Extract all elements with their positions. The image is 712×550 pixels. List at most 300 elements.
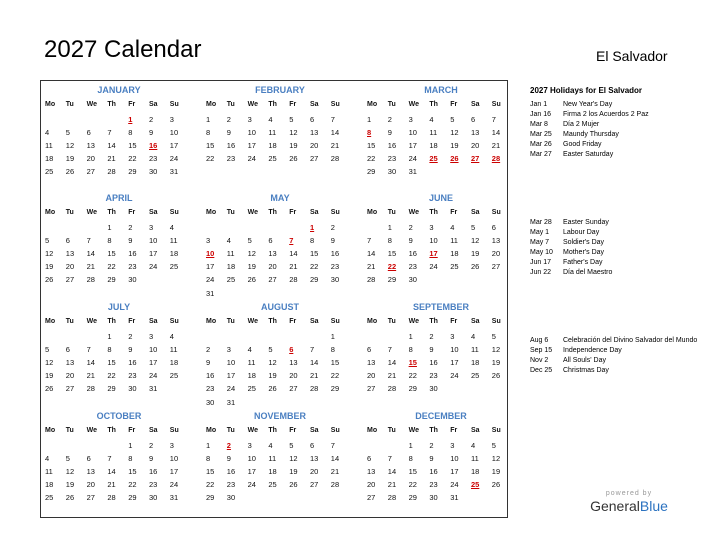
day-cell: 29: [310, 275, 319, 285]
day-cell: 7: [310, 345, 315, 355]
day-cell: 21: [367, 262, 376, 272]
holiday-date: Sep 15: [530, 346, 553, 354]
weekday-header: Mo: [45, 427, 56, 434]
day-cell: 10: [450, 454, 459, 464]
holiday-list-group: [530, 100, 700, 160]
holiday-date: May 7: [530, 239, 550, 246]
day-cell: 4: [45, 454, 50, 464]
day-cell: 28: [367, 275, 376, 285]
day-cell: 16: [149, 467, 158, 477]
day-cell: 9: [330, 236, 335, 246]
day-cell: 28: [387, 384, 397, 394]
holiday-list-item: [530, 120, 700, 130]
holiday-day-cell: 7: [289, 236, 294, 246]
holiday-name: All Souls' Day: [563, 356, 606, 364]
day-cell: 12: [450, 128, 459, 138]
day-cell: 12: [289, 128, 298, 138]
day-cell: 7: [330, 115, 335, 124]
holiday-list-item: [530, 268, 700, 278]
day-cell: 1: [107, 223, 112, 232]
weekday-header: Tu: [387, 209, 396, 216]
day-cell: 21: [86, 262, 95, 272]
day-cell: 23: [330, 262, 340, 272]
day-cell: 11: [471, 454, 479, 464]
day-cell: 10: [408, 128, 417, 138]
day-cell: 23: [206, 384, 215, 394]
day-cell: 5: [45, 236, 50, 246]
day-cell: 5: [450, 115, 455, 124]
day-cell: 19: [45, 371, 54, 381]
day-cell: 4: [471, 332, 476, 341]
day-cell: 26: [268, 384, 277, 394]
day-cell: 10: [169, 454, 179, 464]
weekday-header: Tu: [387, 318, 396, 325]
day-cell: 28: [387, 493, 397, 503]
day-cell: 2: [206, 345, 211, 355]
day-cell: 18: [471, 467, 480, 477]
day-cell: 4: [429, 115, 434, 124]
weekday-header: Th: [268, 318, 277, 325]
day-cell: 8: [128, 454, 133, 464]
weekday-header: Su: [491, 101, 501, 108]
day-cell: 18: [450, 249, 459, 259]
weekday-header: Mo: [206, 427, 217, 434]
day-cell: 6: [65, 345, 70, 355]
weekday-header: Fr: [450, 209, 458, 216]
holiday-list-item: [530, 258, 700, 268]
holiday-day-cell: 27: [471, 154, 480, 164]
holiday-date: Jun 22: [530, 269, 552, 276]
day-cell: 12: [65, 141, 75, 151]
day-cell: 16: [330, 249, 340, 259]
holiday-day-cell: 17: [429, 249, 438, 259]
day-cell: 19: [289, 141, 298, 151]
weekday-header: Mo: [367, 209, 378, 216]
day-cell: 23: [128, 262, 137, 272]
day-cell: 13: [310, 454, 319, 464]
day-cell: 11: [471, 345, 479, 355]
day-cell: 30: [149, 493, 158, 503]
country-label: El Salvador: [596, 48, 668, 64]
day-cell: 28: [310, 384, 319, 394]
day-cell: 21: [107, 480, 116, 490]
day-cell: 26: [45, 275, 54, 285]
holiday-list-item: [530, 110, 700, 120]
day-cell: 10: [247, 128, 256, 138]
day-cell: 19: [450, 141, 459, 151]
page-title: 2027 Calendar: [44, 36, 202, 63]
day-cell: 19: [65, 480, 75, 490]
holiday-day-cell: 10: [206, 249, 215, 259]
day-cell: 19: [491, 467, 501, 477]
weekday-header: Th: [429, 209, 438, 216]
day-cell: 2: [408, 223, 413, 232]
day-cell: 13: [65, 358, 75, 368]
day-cell: 27: [310, 480, 319, 490]
day-cell: 13: [310, 128, 319, 138]
holiday-date: Aug 6: [530, 337, 549, 344]
holiday-date: Jan 16: [530, 111, 552, 118]
holiday-list-item: [530, 150, 700, 160]
day-cell: 22: [206, 480, 215, 490]
weekday-header: Fr: [289, 427, 297, 434]
day-cell: 20: [310, 467, 319, 477]
day-cell: 29: [408, 384, 417, 394]
brand-name-blue: Blue: [639, 498, 668, 514]
day-cell: 4: [169, 332, 174, 341]
holiday-name: Christmas Day: [563, 366, 609, 374]
day-cell: 9: [387, 128, 392, 138]
day-cell: 24: [408, 154, 417, 164]
weekday-header: Tu: [65, 209, 74, 216]
day-cell: 14: [387, 467, 397, 477]
day-cell: 28: [289, 275, 298, 285]
day-cell: 7: [86, 236, 91, 246]
day-cell: 7: [107, 128, 112, 138]
weekday-header: Th: [429, 427, 438, 434]
day-cell: 11: [429, 128, 438, 138]
day-cell: 26: [45, 384, 54, 394]
day-cell: 23: [149, 154, 158, 164]
month-name: SEPTEMBER: [412, 302, 469, 312]
day-cell: 4: [268, 441, 273, 450]
day-cell: 8: [408, 454, 413, 464]
holiday-date: May 10: [530, 249, 553, 256]
day-cell: 6: [367, 345, 372, 355]
day-cell: 16: [206, 371, 215, 381]
weekday-header: We: [408, 209, 419, 216]
month-name: OCTOBER: [96, 411, 142, 421]
day-cell: 9: [128, 236, 133, 246]
day-cell: 25: [247, 384, 256, 394]
holiday-date: Jan 1: [530, 101, 548, 108]
day-cell: 4: [169, 223, 174, 232]
day-cell: 27: [65, 384, 75, 394]
day-cell: 13: [471, 128, 480, 138]
holiday-name: Día del Maestro: [563, 269, 613, 276]
day-cell: 25: [226, 275, 236, 285]
day-cell: 9: [226, 128, 231, 138]
day-cell: 23: [387, 154, 397, 164]
day-cell: 13: [86, 141, 95, 151]
weekday-header: Su: [491, 209, 501, 216]
day-cell: 16: [226, 141, 236, 151]
day-cell: 20: [86, 480, 95, 490]
day-cell: 22: [107, 262, 116, 272]
day-cell: 30: [128, 275, 137, 285]
day-cell: 24: [149, 371, 158, 381]
holiday-date: Mar 8: [530, 121, 548, 128]
day-cell: 2: [149, 441, 154, 450]
day-cell: 28: [330, 480, 340, 490]
day-cell: 15: [107, 249, 116, 259]
holiday-name: Easter Saturday: [563, 151, 614, 158]
weekday-header: Mo: [367, 427, 378, 434]
day-cell: 9: [149, 128, 154, 138]
day-cell: 19: [65, 154, 75, 164]
day-cell: 8: [107, 236, 112, 246]
day-cell: 5: [65, 454, 70, 464]
day-cell: 6: [268, 236, 273, 246]
holiday-day-cell: 22: [387, 262, 397, 272]
weekday-header: Tu: [226, 209, 235, 216]
day-cell: 8: [128, 128, 133, 138]
day-cell: 22: [107, 371, 116, 381]
holiday-list-item: [530, 100, 700, 110]
day-cell: 5: [247, 236, 252, 246]
day-cell: 16: [429, 358, 438, 368]
day-cell: 27: [65, 275, 75, 285]
holiday-list-item: [530, 228, 700, 238]
weekday-header: Fr: [450, 101, 458, 108]
weekday-header: Fr: [128, 101, 136, 108]
day-cell: 29: [330, 384, 340, 394]
weekday-header: Su: [491, 427, 501, 434]
day-cell: 31: [408, 167, 417, 177]
day-cell: 9: [408, 236, 413, 246]
day-cell: 14: [289, 249, 298, 259]
day-cell: 8: [330, 345, 335, 355]
holiday-list-group: [530, 218, 700, 278]
day-cell: 12: [491, 345, 501, 355]
day-cell: 28: [107, 167, 116, 177]
day-cell: 4: [247, 345, 252, 355]
day-cell: 27: [310, 154, 319, 164]
weekday-header: Su: [169, 209, 179, 216]
day-cell: 3: [206, 236, 211, 246]
day-cell: 22: [128, 154, 137, 164]
day-cell: 24: [169, 154, 179, 164]
day-cell: 14: [107, 141, 116, 151]
day-cell: 18: [268, 141, 277, 151]
day-cell: 7: [330, 441, 335, 450]
day-cell: 2: [149, 115, 154, 124]
holiday-day-cell: 26: [450, 154, 459, 164]
day-cell: 21: [387, 480, 397, 490]
holiday-date: Mar 28: [530, 219, 552, 226]
day-cell: 30: [429, 493, 438, 503]
day-cell: 17: [169, 141, 179, 151]
day-cell: 21: [330, 467, 340, 477]
day-cell: 24: [429, 262, 438, 272]
day-cell: 1: [107, 332, 112, 341]
day-cell: 4: [268, 115, 273, 124]
day-cell: 25: [45, 167, 54, 177]
weekday-header: Th: [429, 318, 438, 325]
day-cell: 6: [86, 128, 91, 138]
day-cell: 15: [387, 249, 397, 259]
day-cell: 14: [387, 358, 397, 368]
holiday-list-item: [530, 366, 700, 376]
holiday-date: Dec 25: [530, 366, 553, 374]
day-cell: 31: [450, 493, 459, 503]
weekday-header: Tu: [226, 101, 235, 108]
day-cell: 4: [471, 441, 476, 450]
brand-name-general: General: [590, 498, 640, 514]
day-cell: 15: [128, 467, 137, 477]
weekday-header: We: [408, 318, 419, 325]
day-cell: 12: [268, 358, 277, 368]
day-cell: 14: [86, 358, 95, 368]
brand-powered-by: powered by: [605, 490, 653, 497]
weekday-header: We: [86, 101, 97, 108]
day-cell: 25: [45, 493, 54, 503]
day-cell: 16: [226, 467, 236, 477]
day-cell: 18: [169, 358, 179, 368]
weekday-header: We: [247, 101, 258, 108]
day-cell: 23: [408, 262, 417, 272]
weekday-header: We: [408, 427, 419, 434]
weekday-header: Su: [169, 101, 179, 108]
holiday-list-item: [530, 238, 700, 248]
day-cell: 21: [330, 141, 340, 151]
day-cell: 20: [310, 141, 319, 151]
day-cell: 3: [408, 115, 413, 124]
weekday-header: Fr: [289, 318, 297, 325]
day-cell: 22: [206, 154, 215, 164]
day-cell: 21: [86, 371, 95, 381]
day-cell: 14: [330, 454, 340, 464]
day-cell: 15: [206, 141, 215, 151]
day-cell: 13: [491, 236, 501, 246]
day-cell: 29: [107, 384, 116, 394]
day-cell: 15: [408, 467, 417, 477]
day-cell: 1: [408, 332, 413, 341]
holiday-day-cell: 25: [429, 154, 438, 164]
day-cell: 27: [289, 384, 298, 394]
day-cell: 14: [86, 249, 95, 259]
day-cell: 23: [429, 480, 438, 490]
day-cell: 20: [65, 262, 75, 272]
day-cell: 5: [45, 345, 50, 355]
day-cell: 8: [387, 236, 392, 246]
day-cell: 23: [128, 371, 137, 381]
day-cell: 14: [367, 249, 376, 259]
day-cell: 17: [206, 262, 215, 272]
day-cell: 17: [408, 141, 417, 151]
day-cell: 15: [128, 141, 137, 151]
month-name: FEBRUARY: [255, 85, 305, 95]
day-cell: 7: [387, 454, 392, 464]
weekday-header: Th: [268, 101, 277, 108]
day-cell: 12: [45, 249, 54, 259]
holiday-day-cell: 16: [149, 141, 158, 151]
day-cell: 27: [491, 262, 501, 272]
day-cell: 26: [65, 493, 75, 503]
day-cell: 1: [367, 115, 372, 124]
day-cell: 28: [107, 493, 116, 503]
day-cell: 12: [247, 249, 256, 259]
day-cell: 16: [387, 141, 397, 151]
day-cell: 19: [289, 467, 298, 477]
weekday-header: Th: [107, 427, 116, 434]
weekday-header: Sa: [149, 101, 158, 108]
holiday-day-cell: 1: [310, 223, 315, 232]
day-cell: 16: [408, 249, 417, 259]
day-cell: 29: [387, 275, 397, 285]
day-cell: 1: [206, 441, 211, 450]
day-cell: 31: [169, 493, 179, 503]
weekday-header: Su: [169, 427, 179, 434]
day-cell: 18: [45, 480, 54, 490]
day-cell: 8: [310, 236, 315, 246]
weekday-header: Mo: [45, 209, 56, 216]
holiday-date: Mar 26: [530, 141, 552, 148]
day-cell: 10: [450, 345, 459, 355]
day-cell: 8: [206, 128, 211, 138]
day-cell: 15: [367, 141, 376, 151]
day-cell: 5: [289, 441, 294, 450]
day-cell: 11: [268, 128, 277, 138]
day-cell: 15: [107, 358, 116, 368]
day-cell: 2: [226, 115, 231, 124]
day-cell: 6: [86, 454, 91, 464]
day-cell: 17: [149, 358, 158, 368]
weekday-header: Sa: [310, 209, 319, 216]
day-cell: 2: [387, 115, 392, 124]
day-cell: 20: [471, 141, 480, 151]
day-cell: 6: [65, 236, 70, 246]
weekday-header: Su: [330, 427, 340, 434]
holiday-day-cell: 28: [491, 154, 501, 164]
weekday-header: We: [247, 427, 258, 434]
month-name: APRIL: [105, 193, 133, 203]
day-cell: 5: [471, 223, 476, 232]
holiday-day-cell: 15: [408, 358, 417, 368]
day-cell: 3: [247, 115, 252, 124]
holiday-list-item: [530, 218, 700, 228]
day-cell: 16: [128, 358, 137, 368]
day-cell: 9: [429, 454, 434, 464]
day-cell: 8: [206, 454, 211, 464]
day-cell: 24: [247, 154, 256, 164]
day-cell: 10: [149, 236, 158, 246]
day-cell: 21: [107, 154, 116, 164]
weekday-header: We: [86, 427, 97, 434]
day-cell: 26: [289, 154, 298, 164]
day-cell: 6: [310, 115, 315, 124]
day-cell: 30: [149, 167, 158, 177]
weekday-header: Sa: [310, 427, 319, 434]
day-cell: 4: [450, 223, 455, 232]
month-name: AUGUST: [261, 302, 299, 312]
day-cell: 6: [491, 223, 496, 232]
holiday-name: Día 2 Mujer: [563, 121, 600, 128]
holiday-name: Soldier's Day: [563, 239, 605, 246]
weekday-header: Sa: [310, 318, 319, 325]
weekday-header: Sa: [471, 209, 480, 216]
day-cell: 3: [429, 223, 434, 232]
weekday-header: Fr: [450, 427, 458, 434]
day-cell: 14: [310, 358, 319, 368]
weekday-header: Mo: [367, 318, 378, 325]
day-cell: 12: [491, 454, 501, 464]
day-cell: 17: [149, 249, 158, 259]
day-cell: 9: [226, 454, 231, 464]
day-cell: 1: [330, 332, 335, 341]
day-cell: 2: [330, 223, 335, 232]
day-cell: 18: [429, 141, 438, 151]
holiday-list-item: [530, 356, 700, 366]
day-cell: 3: [169, 441, 174, 450]
day-cell: 2: [429, 441, 434, 450]
weekday-header: Su: [330, 318, 340, 325]
day-cell: 22: [408, 371, 417, 381]
holiday-name: Celebración del Divino Salvador del Mundo: [563, 337, 698, 344]
day-cell: 19: [491, 358, 501, 368]
holiday-name: Good Friday: [563, 141, 602, 148]
weekday-header: Th: [429, 101, 438, 108]
